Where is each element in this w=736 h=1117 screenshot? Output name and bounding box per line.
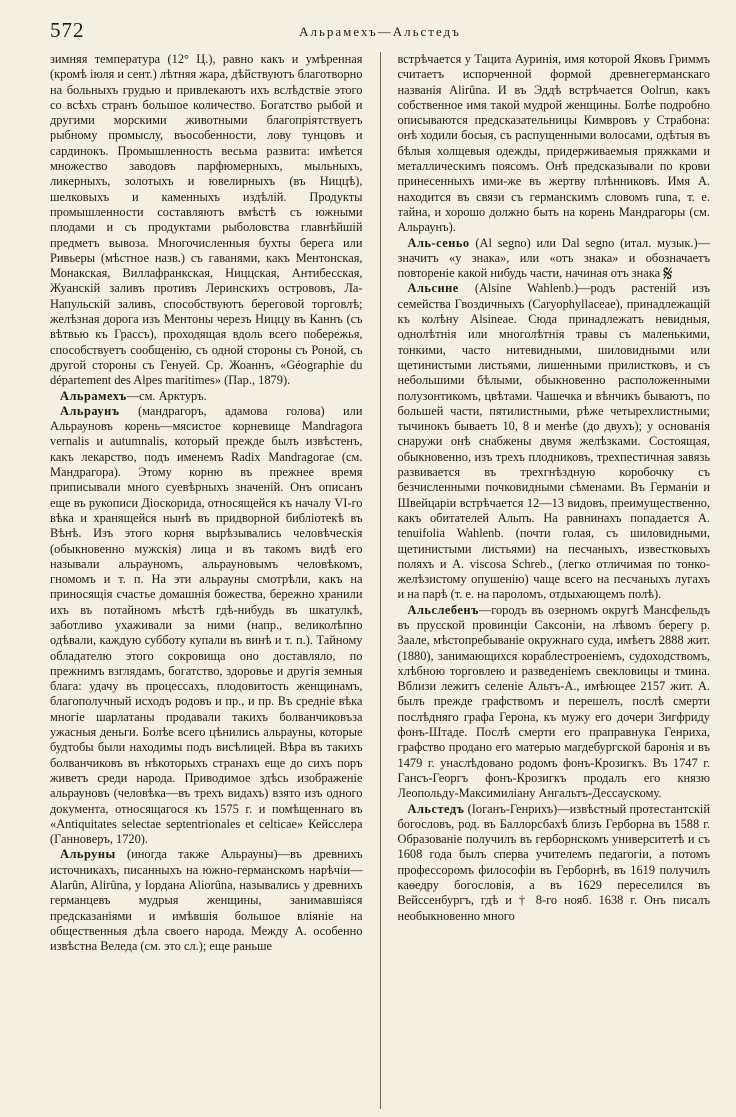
column-divider — [380, 52, 381, 1109]
running-head: Альрамехъ—Альстедъ — [299, 24, 461, 39]
headword: Альсине — [407, 281, 459, 296]
article-text: зимняя температура (12° Ц.), равно какъ и умѣренная (кромѣ іюля и сент.) лѣтняя жара, дѣйствуютъ благотворно на больныхъ грудью и привлекаютъ ихъ вслѣдствіе этого со всѣхъ странъ большое количество. Богатство рыбой и другими морскими животными благопріятствуетъ рыбному промыслу, въособенности, лову тунцовъ и сардинокъ. Промышленность весьма развита: имѣется множество заводовъ парфюмерныхъ, мыльныхъ, ликерныхъ, золотыхъ и ювелирныхъ (въ Ниццѣ), шелковыхъ и каменныхъ издѣлій. Продукты промышленности составляютъ вмѣстѣ съ южными плодами и съ продуктами рыболовства главнѣйшій предметъ вывоза. Многочисленныя бухты берега или Ривьеры (мѣстное назв.) съ гаванями, какъ Ментонская, Монакская, Виллафранкская, Ниццская, Антибесская, Жуанскій заливъ противъ Леринскихъ острововъ, Ла-Напульскій заливъ, способствуютъ береговой торговлѣ; желѣзная дорога изъ Ментоны черезъ Ниццу въ Каннъ (съ вѣтвью къ Грассъ), проходящая вдоль всего побережья, способствуетъ сообщенію, съ одной стороны съ Роной, съ другой стороны съ Генуей. Ср. Жоаннъ, «Géographie du département des Alpes maritimes» (Пар., 1879). — [50, 52, 363, 388]
article-text: встрѣчается у Тацита Ауринія, имя которой Яковъ Гриммъ считаетъ испорченной формой древнегерманскаго названія Alirûna. И въ Эддѣ встрѣчается Oolrun, какъ собственное имя такой мудрой женщины. Болѣе подробно описываются предсказательницы Кимвровъ у Страбона: онѣ ходили босыя, съ распущенными волосами, одѣтыя въ бѣлыя холщевыя одежды, придерживаемыя пряжками и металлическимъ поясомъ. Онѣ предсказывали по крови принесенныхъ ими-же въ жертву плѣнниковъ. Имя А. находится въ связи съ германскимъ словомъ runa, т. е. тайна, и хорошо должно быть на корень Мандрагоры (см. Альраунъ). — [397, 52, 710, 235]
article-text: (Іоганъ-Генрихъ)—извѣстный протестантскій богословъ, род. въ Баллорсбахѣ близъ Герборна въ 1588 г. Образованіе получилъ въ герборнскомъ университетѣ и съ 1608 года былъ сперва учителемъ педагогіи, а потомъ профессоромъ философіи въ Герборнѣ, въ 1619 получилъ каѳедру богословія, а въ 1629 переселился въ Вейссенбургъ, гдѣ и † 8-го нояб. 1638 г. Онъ писалъ необыкновенно много — [397, 801, 710, 923]
page-number: 572 — [50, 18, 85, 42]
headword: Альслебенъ — [407, 602, 479, 617]
article-continuation — [398, 52, 711, 236]
article-text: (Alsine Wahlenb.)—родъ растеній изъ семейства Гвоздичныхъ (Caryophyllaceae), принадлежащій къ колѣну Alsineae. Сюда принадлежатъ невидныя, однолѣтнія или многолѣтнія травы съ маленькими, тонкими, часто нитевидными, шиловидными или щетинистыми листьями, лишенными прилистковъ, и съ небольшими бѣлыми, обыкновенно расположенными полузонтикомъ, цвѣтами. Чашечка и вѣнчикъ бываютъ, по большей части, пятилистными, рѣже четырехлистными; тычинокъ бываетъ 10, 8 и менѣе (до двухъ); у основанія снаружи онѣ снабжены двумя желѣзками. Состоящая, обыкновенно, изъ трехъ плодниковъ, трехпестичная завязь развивается въ трехгнѣздную коробочку съ безчисленными почковидными сѣменами. Въ Германіи и Швейцаріи встрѣчается 12—13 видовъ, преимущественно, какъ обитателей Альпъ. На равнинахъ попадается A. tenuifolia Wahlenb. (почти голая, съ шиловидными, щетинистыми листьями) на песчаныхъ, известковыхъ поляхъ и A. viscosa Schreb., (легко отличимая по тонко-желѣзистому опушенію) чаще всего на песчаныхъ лугахъ и на парѣ (т. е. на пароломъ, отдыхающемъ полѣ). — [397, 281, 710, 602]
headword: Альраунъ — [60, 403, 120, 418]
headword: Альстедъ — [407, 801, 465, 816]
article-entry — [50, 389, 363, 404]
page-header — [50, 0, 710, 44]
article-continuation — [50, 52, 363, 389]
article-entry — [398, 802, 711, 924]
article-text: —городъ въ озерномъ округѣ Мансфельдъ въ прусской провинціи Саксоніи, на лѣвомъ берегу р. Заале, мѣстопребываніе окружнаго суда, имѣетъ 2888 жит. (1880), занимающихся кораблестроеніемъ, судоходствомъ, хлѣбною торговлею и разведеніемъ свекловицы и тмина. Вблизи лежитъ селеніе Альтъ-А., имѣющее 2157 жит. А. былъ прежде графствомъ и перешелъ, послѣ смерти послѣдняго графа Герона, къ мужу его дочери Зигфриду фонъ-Штаде. Послѣ смерти его праправнука Генриха, графство продано его матерью магдебургской баронія и въ 1479 г. унаслѣдовано родомъ фонъ-Крозигкъ. Въ 1747 г. Гансъ-Георгъ фонъ-Крозигкъ продалъ его князю Леопольду-Максимиліану Ангальтъ-Дессаускому. — [397, 602, 710, 801]
article-entry — [397, 235, 711, 287]
article-text: (мандрагоръ, адамова голова) или Альрауновъ корень—мясистое корневище Mandragora vernalis и autumnalis, который прежде былъ извѣстенъ, какъ лекарство, подъ именемъ Radix Mandragorae (см. Мандрагора). Этому корню въ прежнее время приписывали много суевѣрныхъ значеній. Онъ описанъ еще въ рукописи Діоскорида, относящейся къ началу VI-го вѣка и хранящейся нынѣ въ придворной библіотекѣ въ Вѣнѣ. Изъ этого корня вырѣзывались человѣческія (обыкновенно мужскія) лица и въ такомъ видѣ его называли альрауномъ, альрауновымъ человѣкомъ, гномомъ и т. п. На эти альрауны смотрѣли, какъ на приносящія счастье домашнія божества, бережно хранили ихъ въ потайномъ мѣстѣ гдѣ-нибудь въ шкатулкѣ, заботливо ухаживали за ними (напр., великолѣпно одѣвали, каждую субботу купали въ винѣ и т. п.). Тайному обладателю этого сокровища оно доставляло, по прежнимъ взглядамъ, богатство, здоровье и другія земныя блага: удачу въ процессахъ, плодовитость женщинамъ, благополучный исходъ родовъ и пр., и пр. Въ средніе вѣка многіе шарлатаны продавали такихъ болванчиковъза ужасныя деньги. Болѣе всего цѣнились альрауны, которые будтобы были находимы подъ висѣлицей. Вѣра въ такихъ болванчиковъ въ нѣкоторыхъ странахъ еще до сихъ поръ живетъ среди народа. Приводимое здѣсь изображеніе альрауновъ (человѣка—въ трехъ видахъ) взято изъ одного документа, относящагося къ 1575 г. и помѣщеннаго въ «Antiquitates selectae septentrionales et celticae» Кейсслера (Ганноверъ, 1720). — [50, 403, 363, 847]
headword: Альрамехъ — [60, 388, 127, 403]
segno-sign-icon: 𝄋 — [663, 261, 673, 287]
article-entry — [50, 847, 363, 954]
headword: Аль-сеньо — [407, 235, 470, 250]
headword: Альруны — [60, 847, 116, 862]
right-column — [398, 52, 711, 1109]
article-text: (Al segno) или Dal segno (итал. музык.)—значитъ «у знака», или «отъ знака» и обозначаетъ повтореніе какой нибудь части, начиная отъ знака — [397, 235, 710, 281]
article-entry — [398, 603, 711, 802]
two-column-body — [50, 52, 710, 1109]
article-text: —см. Арктуръ. — [126, 388, 207, 403]
article-text: (иногда также Альрауны)—въ древнихъ источникахъ, писанныхъ на южно-германскомъ нарѣчіи—Alarûn, Alirûna, у Іордана Aliorûna, назывались у древнихъ германцевъ мудрыя женщины, занимавшіяся предсказаніями и имѣвшія большое вліяніе на общественныя дѣла своего народа. Между А. особенно извѣстна Веледа (см. это сл.); еще раньше — [50, 847, 363, 954]
article-entry — [398, 281, 711, 602]
article-entry — [50, 404, 363, 848]
left-column — [50, 52, 363, 1109]
